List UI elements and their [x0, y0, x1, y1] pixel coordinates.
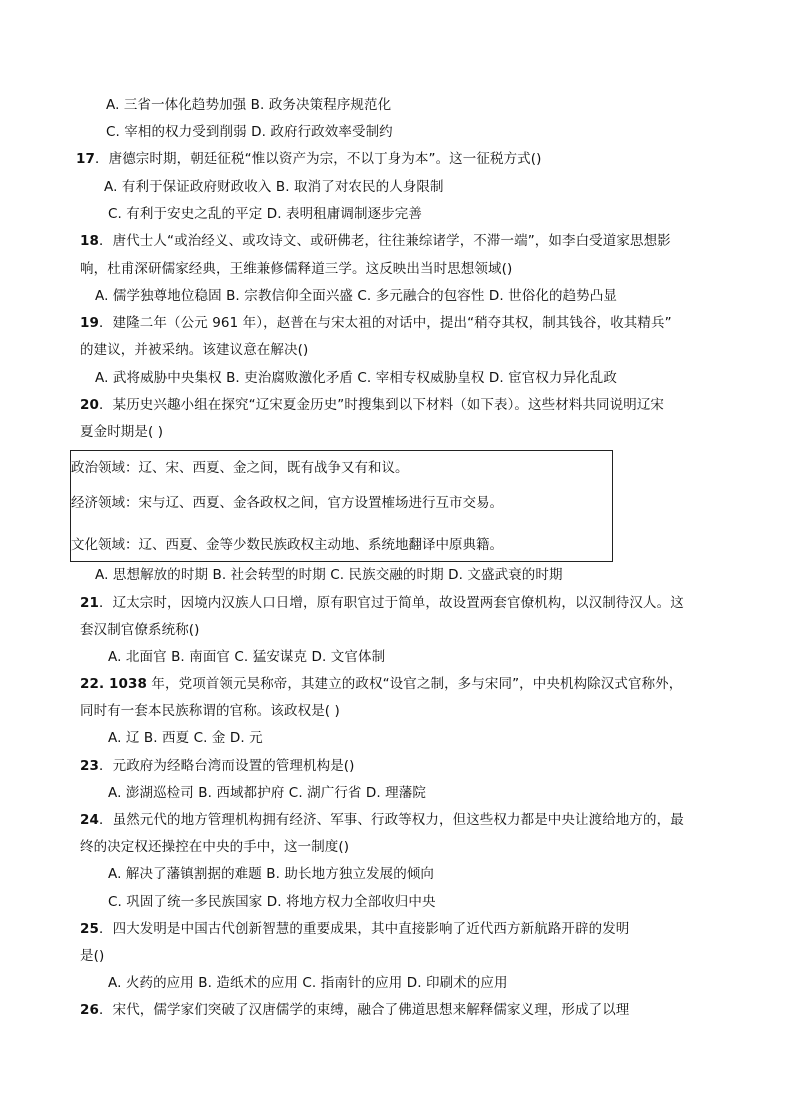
question-25-cont: 是() — [80, 948, 105, 964]
q21-options: A. 北面官 B. 南面官 C. 猛安谋克 D. 文官体制 — [108, 649, 386, 665]
material-table — [70, 450, 613, 562]
question-text: ．宋代，儒学家们突破了汉唐儒学的束缚，融合了佛道思想来解释儒家义理，形成了以理 — [99, 1002, 630, 1018]
question-number: 20 — [80, 397, 99, 413]
question-text: ．元政府为经略台湾而设置的管理机构是() — [99, 758, 355, 774]
question-22 — [80, 674, 682, 694]
table-row-politics: 政治领域：辽、宋、西夏、金之间，既有战争又有和议。 — [71, 460, 409, 476]
question-number: 17 — [76, 151, 95, 167]
question-19 — [80, 313, 672, 333]
question-24 — [80, 810, 684, 830]
q16-options-cd: C. 宰相的权力受到削弱 D. 政府行政效率受制约 — [106, 124, 393, 140]
table-row-culture: 文化领域：辽、西夏、金等少数民族政权主动地、系统地翻译中原典籍。 — [71, 537, 503, 553]
question-text: 年，党项首领元昊称帝，其建立的政权“设官之制，多与宋同”，中央机构除汉式官称外， — [147, 676, 683, 692]
question-text: ．四大发明是中国古代创新智慧的重要成果，其中直接影响了近代西方新航路开辟的发明 — [99, 921, 630, 937]
question-20-cont: 夏金时期是( ) — [80, 424, 164, 440]
question-23 — [80, 756, 355, 776]
q18-options: A. 儒学独尊地位稳固 B. 宗教信仰全面兴盛 C. 多元融合的包容性 D. 世俗化的趋势凸显 — [95, 288, 617, 304]
q16-options-ab: A. 三省一体化趋势加强 B. 政务决策程序规范化 — [106, 97, 392, 113]
question-text: ．唐代士人“或治经义、或攻诗文、或研佛老，往往兼综诸学，不滞一端”，如李白受道家思想影 — [99, 233, 671, 249]
question-18 — [80, 231, 671, 251]
question-text: ．虽然元代的地方管理机构拥有经济、军事、行政等权力，但这些权力都是中央让渡给地方的，最 — [99, 812, 684, 828]
question-text: ．某历史兴趣小组在探究“辽宋夏金历史”时搜集到以下材料（如下表）。这些材料共同说明辽宋 — [99, 397, 665, 413]
q24-options-cd: C. 巩固了统一多民族国家 D. 将地方权力全部收归中央 — [108, 894, 436, 910]
question-20 — [80, 395, 664, 415]
question-26 — [80, 1000, 629, 1020]
q22-options: A. 辽 B. 西夏 C. 金 D. 元 — [108, 730, 263, 746]
question-number: 23 — [80, 758, 99, 774]
q20-options: A. 思想解放的时期 B. 社会转型的时期 C. 民族交融的时期 D. 文盛武衰的时期 — [95, 567, 563, 583]
q23-options: A. 澎湖巡检司 B. 西域都护府 C. 湖广行省 D. 理藩院 — [108, 785, 426, 801]
question-text: ．辽太宗时，因境内汉族人口日增，原有职官过于简单，故设置两套官僚机构，以汉制待汉人。这 — [99, 595, 684, 611]
q17-options-ab: A. 有利于保证政府财政收入 B. 取消了对农民的人身限制 — [104, 179, 444, 195]
q19-options: A. 武将威胁中央集权 B. 吏治腐败激化矛盾 C. 宰相专权威胁皇权 D. 宦官权力异化乱政 — [95, 370, 617, 386]
q25-options: A. 火药的应用 B. 造纸术的应用 C. 指南针的应用 D. 印刷术的应用 — [108, 975, 508, 991]
question-number: 19 — [80, 315, 99, 331]
question-number: 25 — [80, 921, 99, 937]
q24-options-ab: A. 解决了藩镇割据的难题 B. 助长地方独立发展的倾向 — [108, 866, 435, 882]
question-number: 26 — [80, 1002, 99, 1018]
table-row-economy: 经济领域：宋与辽、西夏、金各政权之间，官方设置榷场进行互市交易。 — [71, 495, 503, 511]
question-21 — [80, 593, 684, 613]
question-19-cont: 的建议，并被采纳。该建议意在解决() — [80, 342, 309, 358]
q17-options-cd: C. 有利于安史之乱的平定 D. 表明租庸调制逐步完善 — [108, 206, 422, 222]
question-22-cont: 同时有一套本民族称谓的官称。该政权是( ) — [80, 703, 340, 719]
question-25 — [80, 919, 629, 939]
question-18-cont: 响，杜甫深研儒家经典，王维兼修儒释道三学。这反映出当时思想领域() — [80, 261, 513, 277]
question-number: 22. 1038 — [80, 676, 147, 692]
question-number: 24 — [80, 812, 99, 828]
question-24-cont: 终的决定权还操控在中央的手中，这一制度() — [80, 839, 350, 855]
question-number: 21 — [80, 595, 99, 611]
question-21-cont: 套汉制官僚系统称() — [80, 622, 200, 638]
question-text: ．唐德宗时期，朝廷征税“惟以资产为宗，不以丁身为本”。这一征税方式() — [95, 151, 542, 167]
question-text: ．建隆二年（公元 961 年），赵普在与宋太祖的对话中，提出“稍夺其权，制其钱谷，收其精兵” — [99, 315, 672, 331]
question-number: 18 — [80, 233, 99, 249]
question-17 — [76, 149, 542, 169]
